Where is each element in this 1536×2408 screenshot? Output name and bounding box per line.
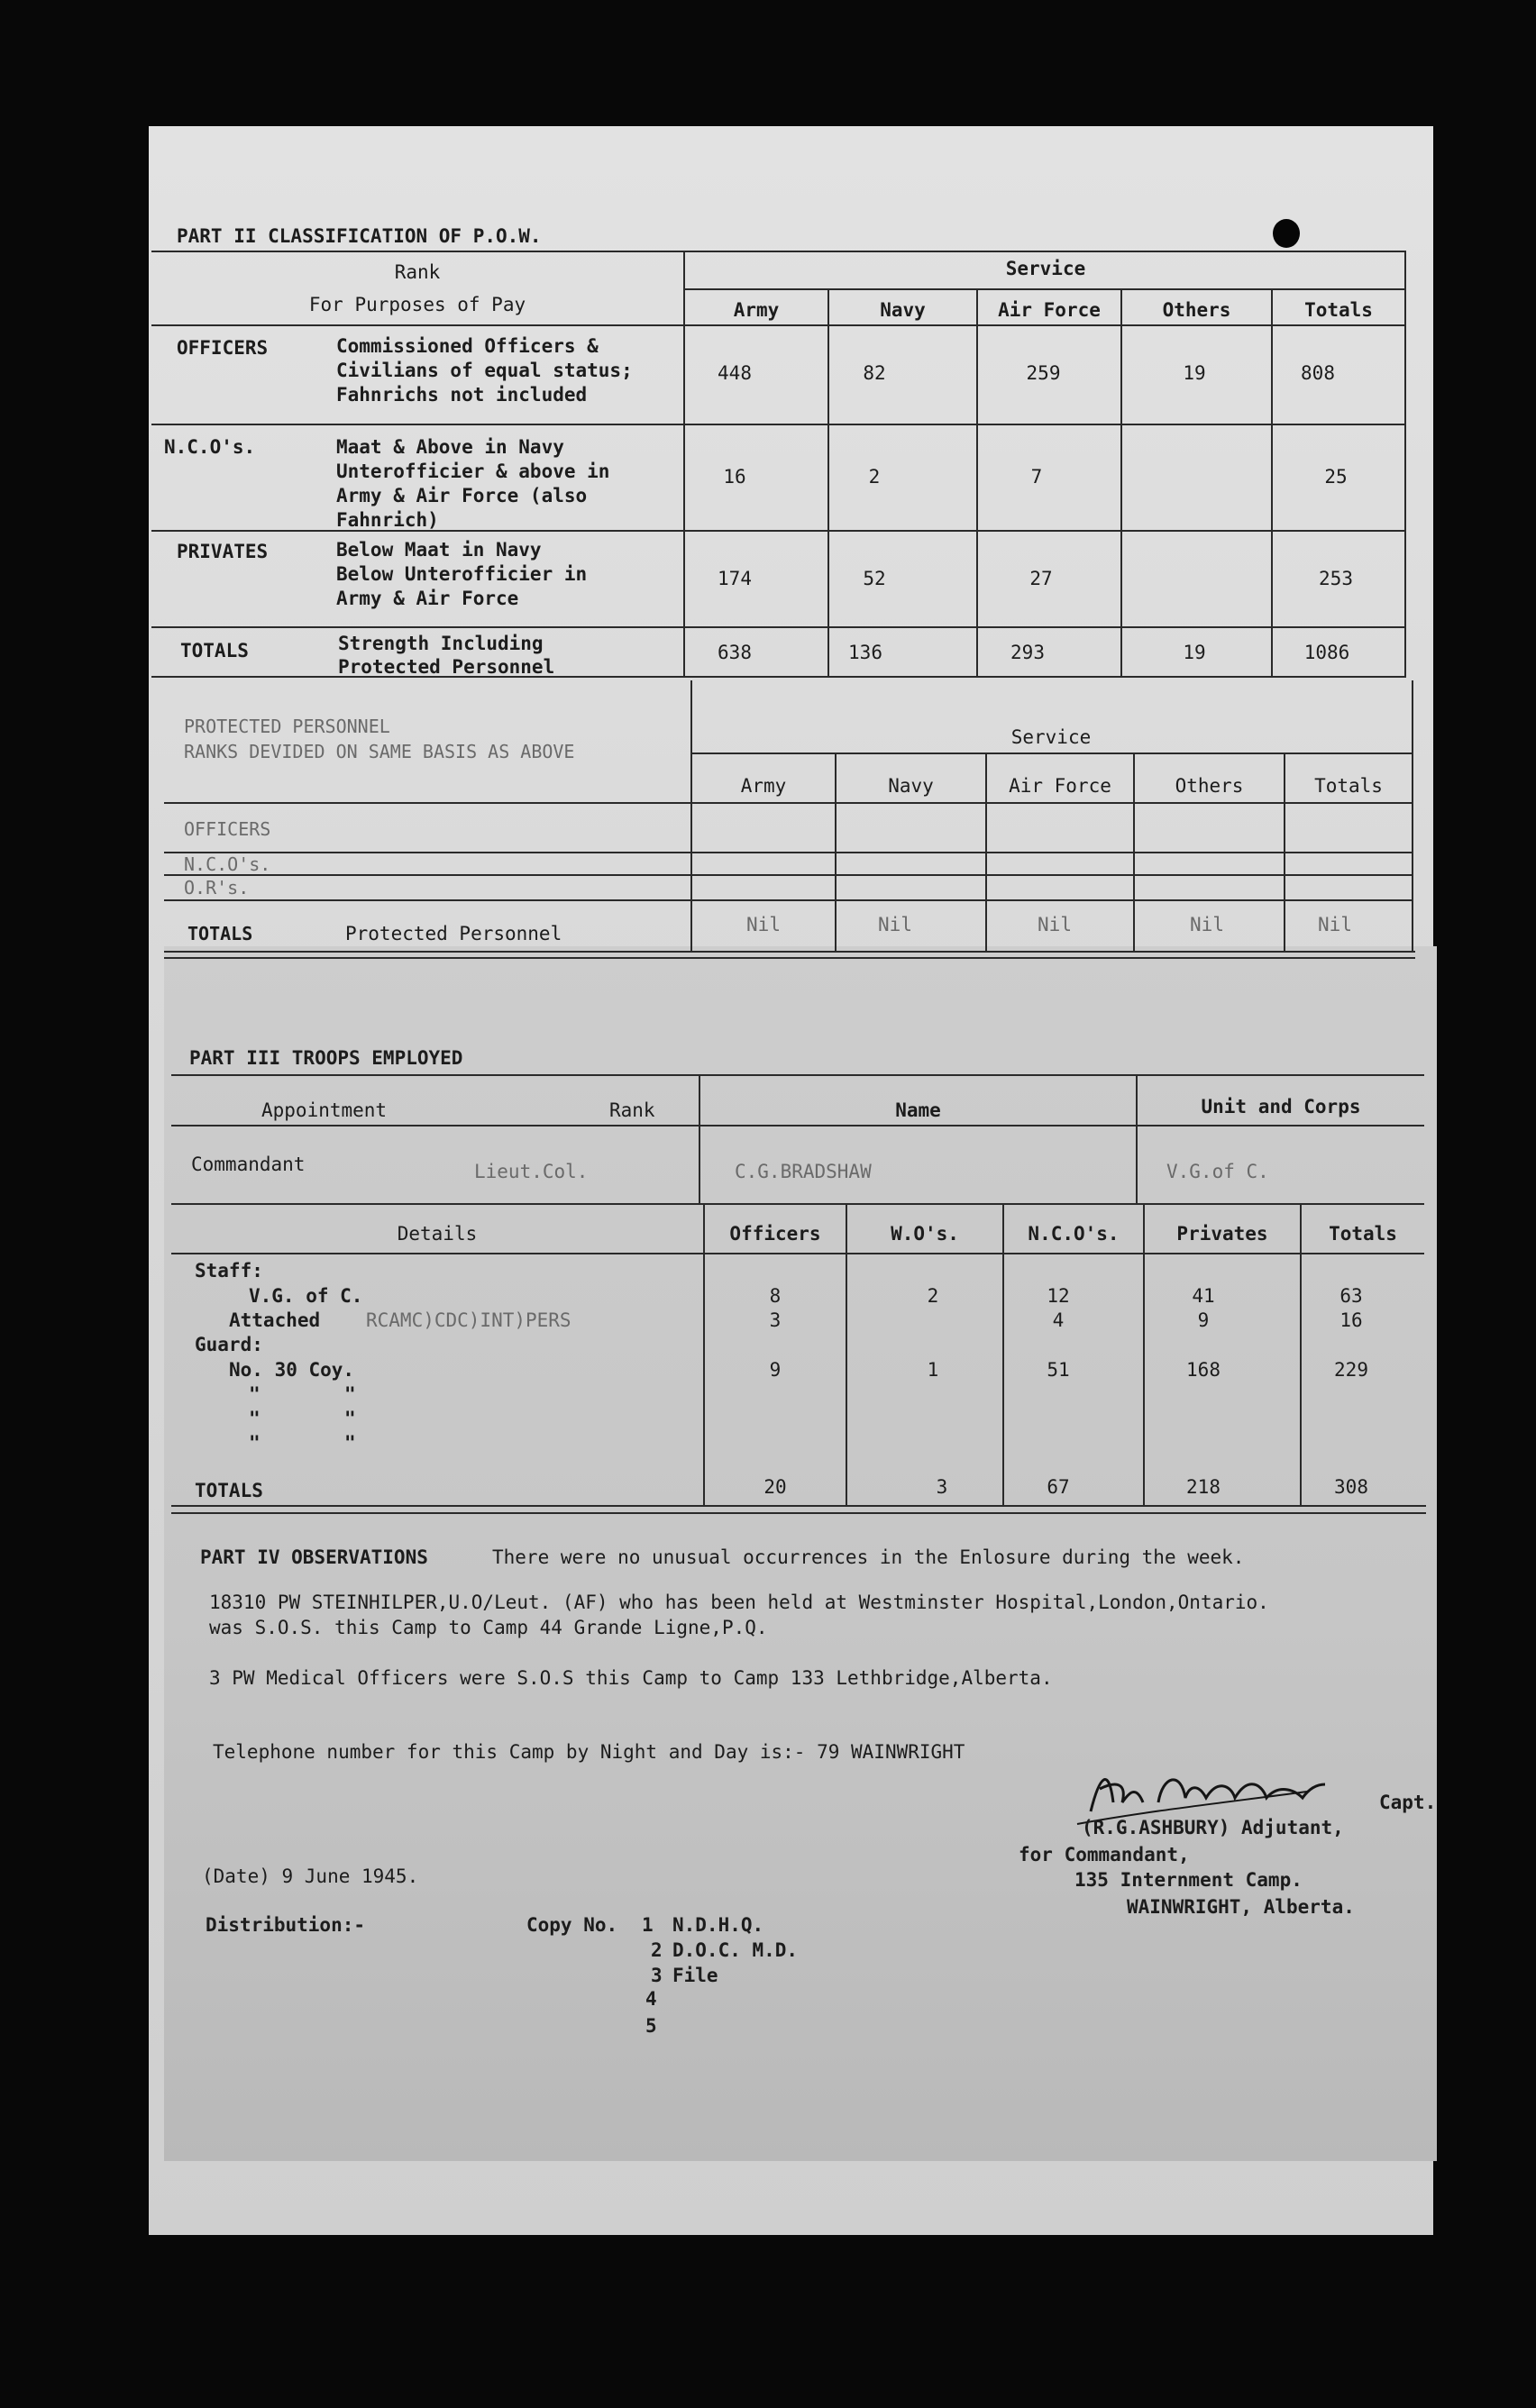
rank-subheader: For Purposes of Pay [308,294,526,315]
ditto-mark: " [344,1383,356,1405]
cell: 3 [936,1476,948,1498]
part3-col-privates: Privates [1176,1223,1268,1245]
row-totals-desc-1: Strength Including [338,633,544,654]
row-officers-desc-3: Fahnrichs not included [336,384,588,406]
protected-row-officers: OFFICERS [184,818,271,840]
copy-recipient: D.O.C. M.D. [672,1939,799,1961]
cell: 808 [1301,362,1335,384]
cell: 229 [1334,1359,1368,1381]
ditto-mark: " [344,1432,356,1454]
cell: 9 [769,1359,782,1381]
cell: 27 [1029,568,1053,589]
copy-recipient: File [672,1965,718,1986]
row-nco-desc-1: Maat & Above in Navy [336,436,564,458]
protected-col-others: Others [1175,775,1244,797]
part3-heading: PART III TROOPS EMPLOYED [189,1047,463,1069]
commandant-name: C.G.BRADSHAW [735,1161,872,1182]
cell: 20 [763,1476,787,1498]
cell: 41 [1192,1285,1215,1307]
cell: 16 [1339,1309,1363,1331]
copy-number: 2 [651,1939,663,1961]
cell: 1 [927,1359,939,1381]
cell: 2 [927,1285,939,1307]
part3-totals-label: TOTALS [195,1480,263,1501]
cell: Nil [1038,914,1072,935]
commandant-unit: V.G.of C. [1166,1161,1269,1182]
cell: Nil [1318,914,1352,935]
cell: 67 [1047,1476,1070,1498]
cell: 25 [1324,466,1348,488]
distribution-label: Distribution:- [206,1914,366,1936]
part4-para1-line2: was S.O.S. this Camp to Camp 44 Grande Ligne,P.Q. [209,1617,768,1638]
row-officers-desc-2: Civilians of equal status; [336,360,633,381]
row-nco-desc-2: Unterofficier & above in [336,461,610,482]
cell: Nil [746,914,781,935]
part3-col-totals: Totals [1329,1223,1397,1245]
staff-label: Staff: [195,1260,263,1282]
cell: 3 [769,1309,782,1331]
part3-header-rank: Rank [609,1099,655,1121]
ditto-mark: " [249,1432,261,1454]
commandant-appointment: Commandant [191,1154,306,1175]
row-privates-label: PRIVATES [177,541,269,562]
signature-rank: Capt. [1379,1792,1437,1813]
part4-line1: There were no unusual occurrences in the Enlosure during the week. [492,1546,1245,1568]
cell: 259 [1026,362,1061,384]
col-army: Army [733,299,780,321]
part3-header-name: Name [895,1099,941,1121]
commandant-rank: Lieut.Col. [474,1161,589,1182]
part3-header-unit: Unit and Corps [1201,1096,1361,1117]
copy-number: 5 [645,2015,657,2037]
cell: 2 [868,466,881,488]
protected-col-air-force: Air Force [1009,775,1111,797]
cell: 19 [1183,362,1206,384]
part3-header-appointment: Appointment [261,1099,388,1121]
copy-number: 1 [642,1914,654,1936]
ditto-mark: " [249,1408,261,1429]
cell: 52 [863,568,886,589]
part3-col-wos: W.O's. [891,1223,959,1245]
ditto-mark: " [344,1408,356,1429]
cell: 9 [1197,1309,1210,1331]
cell: 638 [718,642,752,663]
part4-heading: PART IV OBSERVATIONS [200,1546,428,1568]
copy-number: 4 [645,1988,657,2010]
col-others: Others [1162,299,1231,321]
cell: 174 [718,568,752,589]
copy-recipient: N.D.H.Q. [672,1914,764,1936]
part3-col-ncos: N.C.O's. [1028,1223,1120,1245]
protected-row-nco: N.C.O's. [184,853,271,875]
detail-row-coy: No. 30 Coy. [229,1359,355,1381]
row-totals-label: TOTALS [180,640,249,661]
row-nco-desc-3: Army & Air Force (also [336,485,588,506]
protected-totals-label: TOTALS [187,923,253,944]
protected-col-army: Army [740,775,787,797]
col-totals: Totals [1304,299,1373,321]
detail-row-attached-units: RCAMC)CDC)INT)PERS [366,1309,571,1331]
cell: Nil [878,914,912,935]
protected-service-header: Service [1010,726,1092,748]
detail-row-vgc: V.G. of C. [249,1285,363,1307]
copy-label: Copy No. [526,1914,618,1936]
cell: 168 [1186,1359,1221,1381]
protected-totals-desc: Protected Personnel [345,923,562,944]
cell: 63 [1339,1285,1363,1307]
signature-place: WAINWRIGHT, Alberta. [1127,1896,1355,1918]
phone-line: Telephone number for this Camp by Night and Day is:- 79 WAINWRIGHT [213,1741,965,1763]
cell: 8 [769,1285,782,1307]
date-line: (Date) 9 June 1945. [202,1865,419,1887]
cell: 19 [1183,642,1206,663]
part4-para2: 3 PW Medical Officers were S.O.S this Camp to Camp 133 Lethbridge,Alberta. [209,1667,1053,1689]
rank-header: Rank [394,261,441,283]
row-privates-desc-3: Army & Air Force [336,588,519,609]
row-totals-desc-2: Protected Personnel [338,656,555,678]
col-navy: Navy [880,299,926,321]
copy-number: 3 [651,1965,663,1986]
cell: 12 [1047,1285,1070,1307]
cell: 16 [723,466,746,488]
guard-label: Guard: [195,1334,263,1355]
row-nco-desc-4: Fahnrich) [336,509,439,531]
cell: 51 [1047,1359,1070,1381]
cell: 293 [1010,642,1045,663]
cell: 218 [1186,1476,1221,1498]
details-header: Details [397,1223,478,1245]
cell: 448 [718,362,752,384]
protected-col-totals: Totals [1314,775,1383,797]
cell: 1086 [1303,642,1350,663]
signature-for: for Commandant, [1019,1844,1190,1865]
part4-para1-line1: 18310 PW STEINHILPER,U.O/Leut. (AF) who has been held at Westminster Hospital,London,Ontario. [209,1592,1269,1613]
punch-hole-mark [1273,219,1300,248]
cell: 7 [1030,466,1043,488]
row-officers-label: OFFICERS [177,337,269,359]
row-nco-label: N.C.O's. [164,436,256,458]
cell: 4 [1052,1309,1065,1331]
protected-title-2: RANKS DEVIDED ON SAME BASIS AS ABOVE [184,741,575,762]
cell: 253 [1319,568,1353,589]
detail-row-attached: Attached [229,1309,321,1331]
ditto-mark: " [249,1383,261,1405]
row-privates-desc-1: Below Maat in Navy [336,539,542,561]
row-privates-desc-2: Below Unterofficier in [336,563,588,585]
signature-name: (R.G.ASHBURY) Adjutant, [1082,1817,1344,1838]
row-officers-desc-1: Commissioned Officers & [336,335,599,357]
service-header: Service [1005,258,1086,279]
cell: 308 [1334,1476,1368,1498]
part3-col-officers: Officers [729,1223,821,1245]
cell: Nil [1190,914,1224,935]
protected-title-1: PROTECTED PERSONNEL [184,716,390,737]
signature-camp: 135 Internment Camp. [1074,1869,1303,1891]
protected-col-navy: Navy [888,775,934,797]
col-air-force: Air Force [998,299,1101,321]
part2-heading: PART II CLASSIFICATION OF P.O.W. [177,225,542,247]
cell: 82 [863,362,886,384]
protected-row-or: O.R's. [184,877,250,898]
cell: 136 [848,642,882,663]
